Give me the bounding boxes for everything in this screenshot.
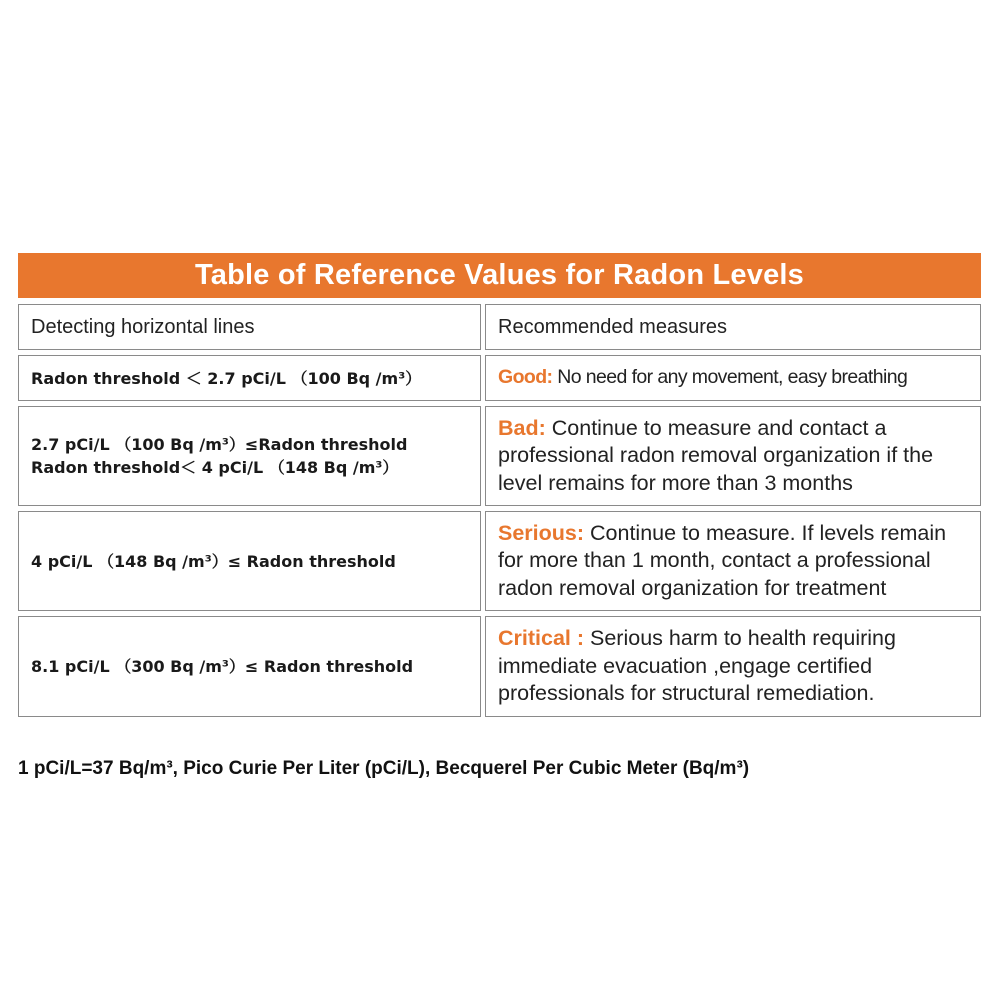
header-cell-detecting [18,304,481,350]
level-label-serious: Serious: [498,520,585,545]
level-label-good: Good: [498,366,553,389]
measure-cell-critical [485,616,981,717]
condition-text [31,367,421,390]
condition-cell-good [18,355,481,401]
condition-line: 2.7 pCi/L （100 Bq /m³）≤Radon threshold [31,435,408,454]
level-label-bad: Bad: [498,415,546,440]
unit-footnote: 1 pCi/L=37 Bq/m³, Pico Curie Per Liter (pCi/L), Becquerel Per Cubic Meter (Bq/m³) [18,758,750,779]
header-label-measures: Recommended measures [498,315,727,338]
measure-description: Serious harm to health requiring immediate evacuation ,engage certified professionals for structural remediation. [498,626,896,706]
condition-cell-bad [18,406,481,506]
condition-line: 4 pCi/L （148 Bq /m³）≤ Radon threshold [31,551,396,571]
condition-line: Radon threshold ＜ 2.7 pCi/L （100 Bq /m³） [31,368,422,388]
level-label-critical: Critical : [498,626,585,651]
measure-text [498,364,907,392]
measure-cell-serious [485,511,981,611]
measure-cell-good [485,355,981,401]
measure-description: Continue to measure. If levels remain for more than 1 month, contact a professional radon removal organization for treatment [498,520,947,600]
condition-text [31,550,396,573]
measure-text [498,415,974,498]
condition-line: Radon threshold＜ 4 pCi/L （148 Bq /m³） [31,458,399,477]
condition-line: 8.1 pCi/L （300 Bq /m³）≤ Radon threshold [31,657,414,676]
measure-description: Continue to measure and contact a professional radon removal organization if the level remains for more than 3 months [498,415,934,495]
condition-cell-critical [18,616,481,717]
measure-cell-bad [485,406,981,506]
header-label-detecting: Detecting horizontal lines [31,315,255,338]
condition-text [31,655,413,678]
measure-text [498,520,974,603]
header-cell-measures [485,304,981,350]
measure-description: No need for any movement, easy breathing [552,366,908,389]
condition-text [31,433,407,479]
table-title: Table of Reference Values for Radon Levels [18,253,981,298]
condition-cell-serious [18,511,481,611]
measure-text [498,625,974,708]
